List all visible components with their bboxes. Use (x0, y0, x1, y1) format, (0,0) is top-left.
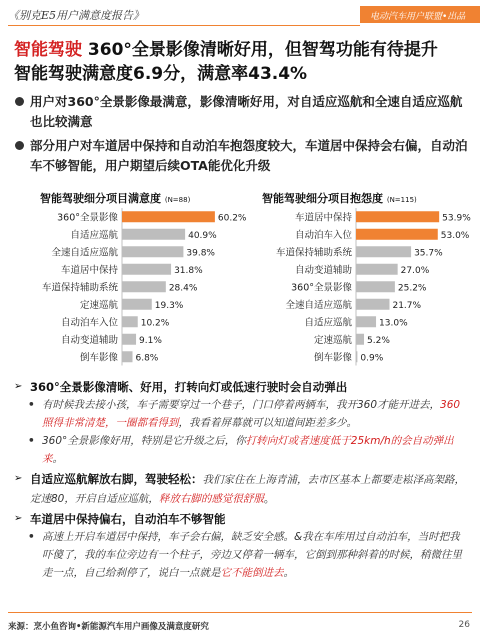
value-label: 40.9% (188, 230, 217, 241)
summary-bullet: 部分用户对车道居中保持和自动泊车抱怨度较大，车道居中保持会右偏，自动泊车不够智能，用户期望后续OTA能优化升级 (14, 136, 470, 176)
bar (356, 211, 439, 222)
category-label: 倒车影像 (79, 352, 118, 364)
value-label: 21.7% (392, 300, 422, 311)
value-label: 60.2% (217, 213, 247, 224)
value-label: 53.0% (440, 230, 470, 241)
value-label: 31.8% (174, 265, 203, 276)
chart-title-text: 智能驾驶细分项目满意度 (40, 192, 161, 205)
category-label: 定速巡航 (313, 334, 352, 346)
bar (356, 229, 438, 240)
bullet-icon: • (28, 531, 35, 543)
value-label: 13.0% (379, 318, 408, 329)
category-label: 360°全景影像 (57, 212, 118, 224)
page-headline (14, 38, 474, 86)
value-label: 9.1% (139, 335, 162, 346)
bar (122, 316, 138, 327)
bar (122, 281, 166, 292)
headline-lead: 智能驾驶 (14, 40, 82, 60)
arrow-icon: ➢ (14, 513, 23, 524)
value-label: 0.9% (360, 353, 384, 364)
category-label: 车道保持辅助系统 (275, 247, 352, 259)
bar (122, 229, 185, 240)
value-label: 53.9% (442, 213, 471, 224)
category-label: 全速自适应巡航 (285, 299, 352, 311)
report-title: 《别克E5用户满意度报告》 (8, 9, 145, 22)
category-label: 360°全景影像 (291, 282, 352, 294)
category-label: 自动泊车入位 (294, 229, 352, 241)
page-number: 26 (458, 620, 470, 630)
complaint-bar-chart (242, 206, 474, 370)
satisfaction-bar-chart (8, 206, 247, 370)
value-label: 5.2% (367, 335, 390, 346)
category-label: 车道居中保持 (294, 212, 352, 224)
bar (122, 246, 183, 257)
bar (356, 264, 398, 275)
bar (356, 299, 389, 310)
quote-item: • 有时候我去接小孩，车子需要穿过一个巷子，门口停着两辆车，我开360才能开进去，360照得非常清楚，一圈都看得到，我看着屏幕就可以知道间距差多少。 (14, 396, 466, 432)
bar (122, 264, 171, 275)
bullet-icon: • (28, 435, 35, 447)
category-label: 全速自适应巡航 (51, 247, 118, 259)
bar (122, 211, 215, 222)
bar (356, 351, 357, 362)
category-label: 自适应巡航 (304, 317, 352, 329)
chart-title-text: 智能驾驶细分项目抱怨度 (262, 192, 383, 205)
arrow-icon: ➢ (14, 473, 23, 484)
brand-tag: 电动汽车用户联盟•出品 (360, 6, 480, 23)
headline-line-1 (14, 38, 474, 62)
bar (122, 334, 136, 345)
chart-title-complaint (262, 190, 417, 206)
bar (356, 316, 376, 327)
quote-section-heading: ➢ 360°全景影像清晰、好用，打转向灯或低速行驶时会自动弹出 (14, 380, 348, 394)
value-label: 6.8% (135, 353, 159, 364)
quote-section-heading: ➢ 自适应巡航解放右脚，驾驶轻松：我们家住在上海青浦，去市区基本上都要走崧泽高架路，定速80，开启自适应巡航，释放右脚的感觉很舒服。 (14, 472, 465, 505)
summary-bullet: 用户对360°全景影像最满意，影像清晰好用，对自适应巡航和全速自适应巡航也比较满意 (14, 92, 470, 132)
summary-bullets (14, 92, 470, 180)
value-label: 27.0% (400, 265, 430, 276)
category-label: 车道保持辅助系统 (41, 282, 118, 294)
value-label: 35.7% (414, 248, 443, 259)
bar (356, 334, 364, 345)
bar (122, 299, 152, 310)
category-label: 车道居中保持 (60, 264, 118, 276)
quote-item: • 360°全景影像好用，特别是它升级之后，你打转向灯或者速度低于25km/h的会自动弹出来。 (14, 432, 466, 468)
footer-rule (8, 612, 472, 613)
page-footer (0, 612, 480, 640)
value-label: 28.4% (168, 283, 198, 294)
bar (122, 351, 132, 362)
bullet-icon: • (28, 399, 35, 411)
value-label: 10.2% (140, 318, 170, 329)
value-label: 39.8% (186, 248, 215, 259)
quote-section-heading: ➢ 车道居中保持偏右，自动泊车不够智能 (14, 512, 226, 526)
category-label: 自动变道辅助 (60, 334, 118, 346)
headline-rest: 360°全景影像清晰好用，但智驾功能有待提升 (82, 40, 438, 60)
category-label: 定速巡航 (79, 299, 118, 311)
arrow-icon: ➢ (14, 381, 23, 392)
headline-line-2: 智能驾驶满意度6.9分，满意率43.4% (14, 64, 308, 84)
category-label: 自动泊车入位 (60, 317, 118, 329)
quote-item: • 高速上开启车道居中保持，车子会右偏，缺乏安全感。&我在车库用过自动泊车，当时把我吓傻了，我的车位旁边有一个柱子，旁边又停着一辆车，它倒到那种斜着的时候，稍微往里走一点，自己给刹停了，说白一点就是它不能倒进去。 (14, 528, 466, 582)
value-label: 25.2% (397, 283, 427, 294)
chart-n-label: (N=115) (386, 196, 417, 204)
header-rule (8, 25, 360, 26)
category-label: 自适应巡航 (70, 229, 118, 241)
bar (356, 246, 411, 257)
user-quotes (14, 376, 466, 582)
source-note: 来源：烹小鱼咨询•新能源汽车用户画像及满意度研究 (8, 622, 209, 632)
chart-n-label: (N=88) (164, 196, 191, 204)
category-label: 自动变道辅助 (294, 264, 352, 276)
chart-title-satisfaction (40, 190, 190, 206)
page-header (0, 0, 480, 30)
bar (356, 281, 395, 292)
value-label: 19.3% (154, 300, 184, 311)
category-label: 倒车影像 (313, 352, 352, 364)
